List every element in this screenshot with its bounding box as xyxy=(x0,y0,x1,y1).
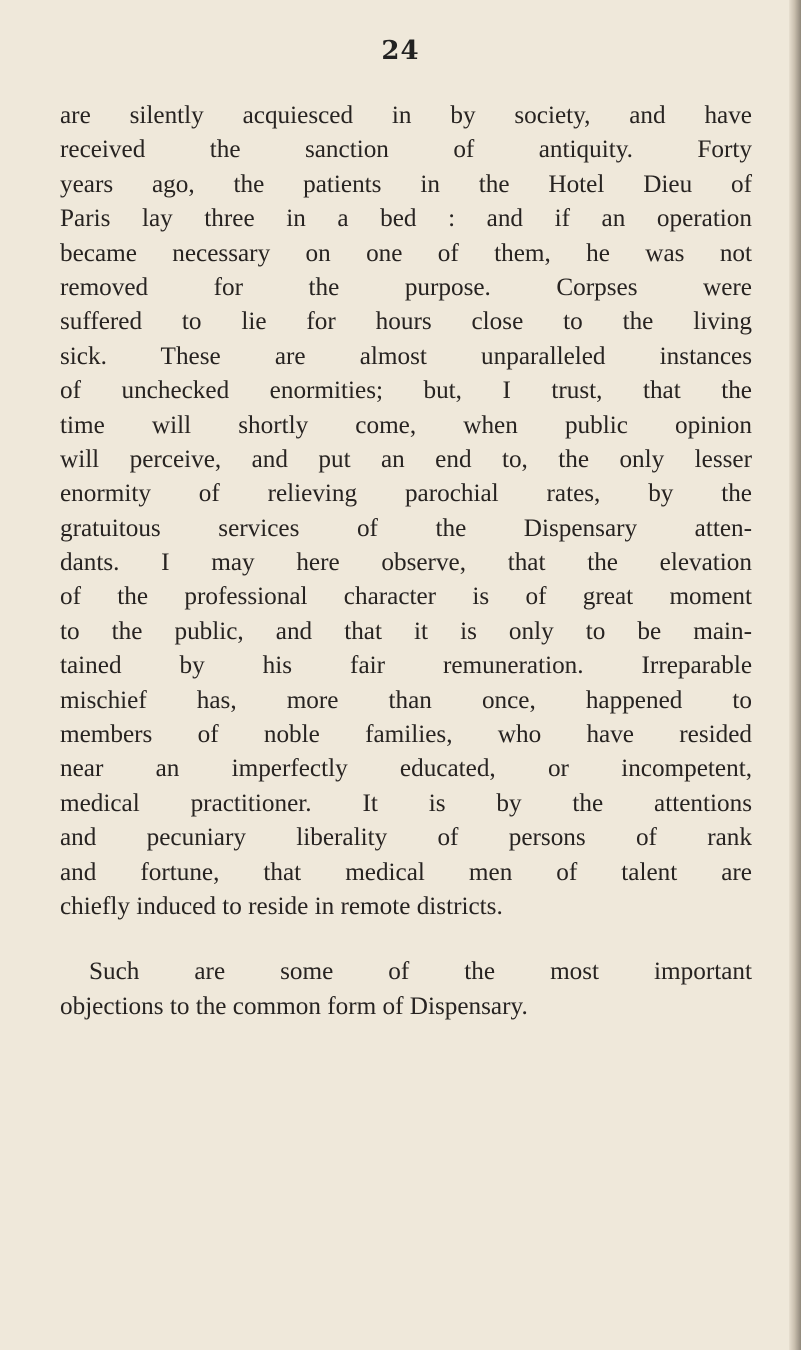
text-line: and pecuniary liberality of persons of rank xyxy=(60,824,752,852)
text-line: became necessary on one of them, he was not xyxy=(60,239,752,267)
body-text xyxy=(60,99,752,1024)
text-line: tained by his fair remuneration. Irreparable xyxy=(60,652,752,680)
text-line: near an imperfectly educated, or incompetent, xyxy=(60,755,752,783)
text-line: years ago, the patients in the Hotel Dieu of xyxy=(60,170,752,198)
page-edge xyxy=(789,0,801,1350)
text-line: chiefly induced to reside in remote districts. xyxy=(60,892,503,920)
text-line: suffered to lie for hours close to the living xyxy=(60,308,752,336)
text-line: to the public, and that it is only to be main- xyxy=(60,617,752,645)
paragraph-1 xyxy=(60,99,752,924)
text-line: medical practitioner. It is by the attentions xyxy=(60,789,752,817)
text-line: removed for the purpose. Corpses were xyxy=(60,273,752,301)
text-line: enormity of relieving parochial rates, by the xyxy=(60,480,752,508)
text-line: time will shortly come, when public opinion xyxy=(60,411,752,439)
text-line: gratuitous services of the Dispensary atten- xyxy=(60,514,752,542)
text-line: are silently acquiesced in by society, and have xyxy=(60,102,752,129)
paragraph-2 xyxy=(60,955,752,1024)
text-line: sick. These are almost unparalleled instances xyxy=(60,342,752,370)
page-number: 24 xyxy=(381,36,420,66)
text-line: Such are some of the most important xyxy=(89,958,752,986)
text-line: and fortune, that medical men of talent are xyxy=(60,858,752,886)
text-line: mischief has, more than once, happened to xyxy=(60,686,752,714)
text-line: objections to the common form of Dispensary. xyxy=(60,992,528,1020)
text-line: members of noble families, who have resided xyxy=(60,721,752,749)
text-line: dants. I may here observe, that the elevation xyxy=(60,549,752,577)
text-line: of unchecked enormities; but, I trust, that the xyxy=(60,377,752,405)
text-line: of the professional character is of great moment xyxy=(60,583,752,611)
paragraph-gap xyxy=(60,924,752,955)
text-line: Paris lay three in a bed : and if an operation xyxy=(60,205,752,233)
text-line: received the sanction of antiquity. Forty xyxy=(60,136,752,164)
text-line: will perceive, and put an end to, the only lesser xyxy=(60,445,752,473)
